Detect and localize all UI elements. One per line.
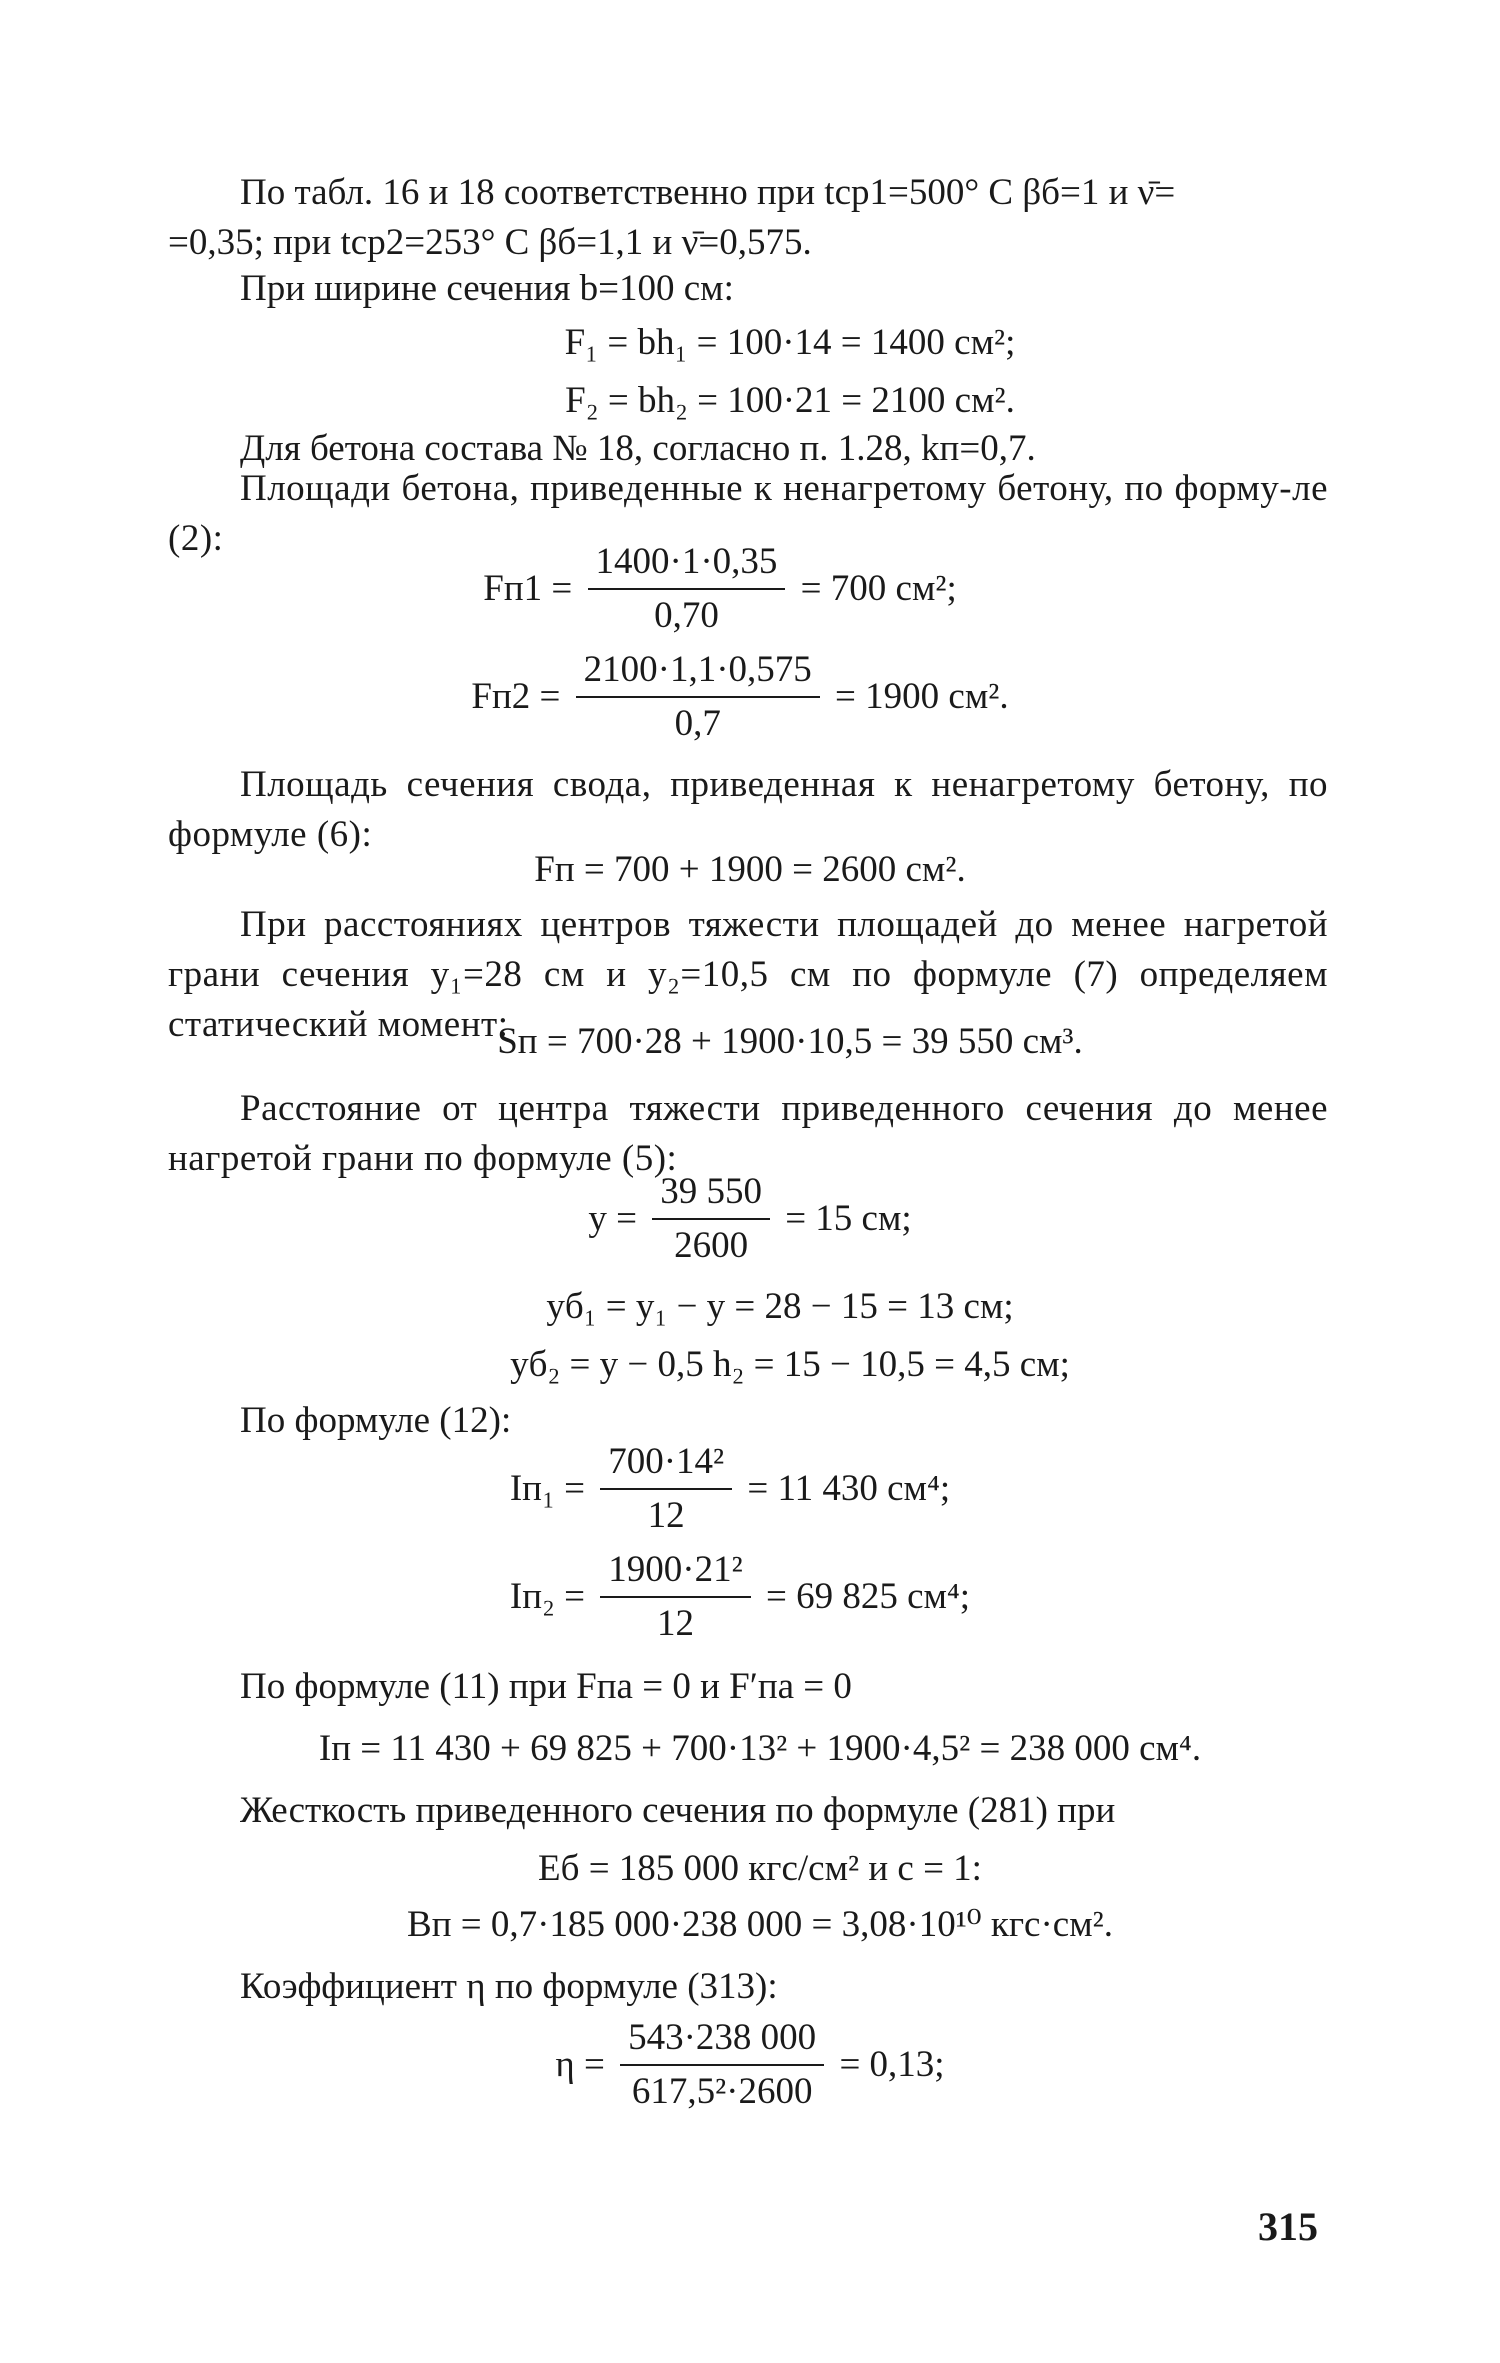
numerator: 543·238 000 bbox=[620, 2016, 824, 2066]
equation-yb1: yб₁ = y₁ − y = 28 − 15 = 13 см; bbox=[546, 1286, 1014, 1327]
numerator: 1400·1·0,35 bbox=[588, 540, 786, 590]
equation-sp: Sп = 700·28 + 1900·10,5 = 39 550 см³. bbox=[497, 1021, 1083, 1062]
paragraph: При ширине сечения b=100 см: bbox=[240, 268, 734, 309]
equation-lhs: Iп₁ = bbox=[509, 1468, 585, 1509]
paragraph: Площадь сечения свода, приведенная к ненагретому бетону, по формуле (6): bbox=[168, 764, 1328, 855]
equation-lhs: Fп2 = bbox=[471, 676, 561, 717]
denominator: 0,70 bbox=[654, 595, 719, 636]
page-number: 315 bbox=[1258, 2204, 1318, 2249]
equation-rhs: = 0,13; bbox=[839, 2044, 945, 2085]
paragraph: По формуле (11) при Fпа = 0 и F′па = 0 bbox=[240, 1666, 852, 1707]
fraction bbox=[588, 540, 786, 638]
equation-lhs: η = bbox=[555, 2044, 605, 2085]
equation-rhs: = 11 430 см⁴; bbox=[747, 1468, 951, 1509]
paragraph: Коэффициент η по формуле (313): bbox=[240, 1966, 778, 2007]
equation-fp: Fп = 700 + 1900 = 2600 см². bbox=[534, 849, 966, 890]
paragraph: При расстояниях центров тяжести площадей до менее нагретой грани сечения y₁=28 см и y₂=10,5 см по формуле (7) определяем статический момент: bbox=[168, 904, 1328, 1045]
fraction bbox=[652, 1170, 770, 1268]
fraction bbox=[620, 2016, 824, 2114]
equation-lhs: y = bbox=[588, 1198, 637, 1239]
paragraph: Для бетона состава № 18, согласно п. 1.28, kп=0,7. bbox=[240, 428, 1036, 469]
numerator: 2100·1,1·0,575 bbox=[576, 648, 820, 698]
paragraph: Площади бетона, приведенные к ненагретому бетону, по форму-ле (2): bbox=[168, 468, 1328, 559]
equation-f2: F₂ = bh₂ = 100·21 = 2100 см². bbox=[565, 380, 1015, 421]
equation-rhs: = 69 825 см⁴; bbox=[765, 1576, 971, 1617]
equation-lhs: Iп₂ = bbox=[509, 1576, 586, 1617]
equation-fp2 bbox=[0, 648, 1490, 746]
equation-bp: Bп = 0,7·185 000·238 000 = 3,08·10¹⁰ кгс·см². bbox=[407, 1904, 1113, 1945]
paragraph-line: По табл. 16 и 18 соответственно при tcp1=500° C βб=1 и ν̄= bbox=[240, 172, 1176, 213]
denominator: 0,7 bbox=[674, 703, 721, 744]
equation-y bbox=[0, 1170, 1500, 1268]
equation-rhs: = 700 см²; bbox=[800, 568, 957, 609]
denominator: 617,5²·2600 bbox=[631, 2071, 813, 2112]
equation-rhs: = 1900 см². bbox=[835, 676, 1009, 717]
equation-eta bbox=[0, 2016, 1500, 2114]
fraction bbox=[600, 1548, 750, 1646]
numerator: 1900·21² bbox=[600, 1548, 750, 1598]
equation-ip1 bbox=[0, 1440, 1480, 1538]
denominator: 12 bbox=[647, 1495, 685, 1536]
numerator: 39 550 bbox=[652, 1170, 770, 1220]
equation-yb2: yб₂ = y − 0,5 h₂ = 15 − 10,5 = 4,5 см; bbox=[510, 1344, 1070, 1385]
denominator: 2600 bbox=[674, 1225, 749, 1266]
fraction bbox=[576, 648, 820, 746]
equation-eb: Eб = 185 000 кгс/см² и c = 1: bbox=[538, 1848, 982, 1889]
equation-rhs: = 15 см; bbox=[785, 1198, 912, 1239]
fraction bbox=[600, 1440, 732, 1538]
equation-lhs: Fп1 = bbox=[483, 568, 573, 609]
paragraph-line: =0,35; при tcp2=253° C βб=1,1 и ν̄=0,575. bbox=[168, 222, 812, 263]
paragraph: Жесткость приведенного сечения по формуле (281) при bbox=[240, 1790, 1116, 1831]
equation-ip: Iп = 11 430 + 69 825 + 700·13² + 1900·4,5² = 238 000 см⁴. bbox=[318, 1728, 1202, 1769]
numerator: 700·14² bbox=[600, 1440, 732, 1490]
denominator: 12 bbox=[656, 1603, 694, 1644]
paragraph: По формуле (12): bbox=[240, 1400, 512, 1441]
equation-f1: F₁ = bh₁ = 100·14 = 1400 см²; bbox=[564, 322, 1016, 363]
equation-fp1 bbox=[0, 540, 1470, 638]
paragraph: Расстояние от центра тяжести приведенного сечения до менее нагретой грани по формуле (5): bbox=[168, 1088, 1328, 1179]
equation-ip2 bbox=[0, 1548, 1490, 1646]
